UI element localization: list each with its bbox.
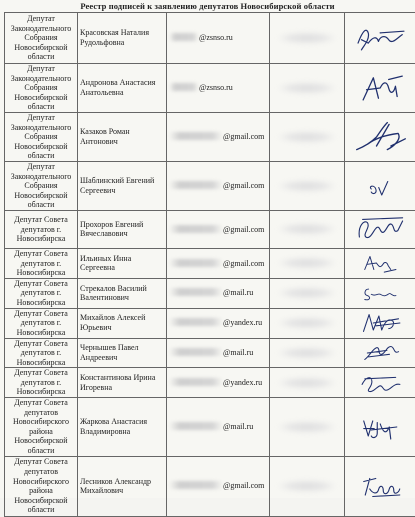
position-cell: Депутат Совета депутатов г. Новосибирска — [5, 210, 78, 248]
redacted-cell — [270, 338, 345, 368]
redaction-blur — [279, 347, 335, 359]
email-cell — [167, 210, 270, 248]
email-domain: @yandex.ru — [223, 318, 262, 327]
table-row — [5, 210, 415, 248]
name-cell: Прохоров Евгений Вячеславович — [78, 210, 167, 248]
signature-cell — [345, 338, 415, 368]
email-cell — [167, 338, 270, 368]
redaction-blur — [279, 223, 335, 235]
email-cell — [167, 161, 270, 210]
email-cell — [167, 13, 270, 64]
redacted-email-local-part — [169, 288, 223, 296]
redacted-cell — [270, 248, 345, 278]
redaction-blur — [279, 480, 335, 492]
redacted-email-local-part — [169, 259, 223, 267]
table-row — [5, 113, 415, 162]
name-cell: Казаков Роман Антонович — [78, 113, 167, 162]
email-cell — [167, 398, 270, 457]
handwritten-signature-icon — [350, 471, 412, 501]
handwritten-signature-icon — [350, 250, 412, 276]
email-cell — [167, 278, 270, 308]
position-cell: Депутат Законодательного Собрания Новосибирской области — [5, 64, 78, 113]
name-cell: Лесников Александр Михайлович — [78, 456, 167, 516]
email-domain: @mail.ru — [223, 348, 253, 357]
name-cell: Андронова Анастасия Анатольевна — [78, 64, 167, 113]
email-cell — [167, 456, 270, 516]
position-cell: Депутат Совета депутатов г. Новосибирска — [5, 248, 78, 278]
signature-cell — [345, 210, 415, 248]
signature-cell — [345, 248, 415, 278]
table-row — [5, 64, 415, 113]
document-title: Реестр подписей к заявлению депутатов Новосибирской области — [0, 0, 415, 12]
signature-cell — [345, 308, 415, 338]
position-cell: Депутат Совета депутатов г. Новосибирска — [5, 278, 78, 308]
handwritten-signature-icon — [350, 309, 412, 337]
redacted-email-local-part — [169, 318, 223, 326]
table-row — [5, 308, 415, 338]
position-cell: Депутат Законодательного Собрания Новосибирской области — [5, 13, 78, 64]
position-cell: Депутат Совета депутатов г. Новосибирска — [5, 338, 78, 368]
redaction-blur — [279, 317, 335, 329]
email-domain: @gmail.com — [223, 181, 264, 190]
redacted-cell — [270, 210, 345, 248]
redaction-blur — [279, 421, 335, 433]
name-cell: Красовская Наталия Рудольфовна — [78, 13, 167, 64]
redacted-cell — [270, 308, 345, 338]
email-domain: @gmail.com — [223, 132, 264, 141]
handwritten-signature-icon — [350, 340, 412, 366]
signature-cell — [345, 368, 415, 398]
email-domain: @mail.ru — [223, 422, 253, 431]
handwritten-signature-icon — [350, 369, 412, 397]
position-cell: Депутат Совета депутатов г. Новосибирска — [5, 308, 78, 338]
table-row — [5, 13, 415, 64]
signature-cell — [345, 113, 415, 162]
table-row — [5, 398, 415, 457]
name-cell: Жаркова Анастасия Владимировна — [78, 398, 167, 457]
redacted-cell — [270, 456, 345, 516]
redacted-email-local-part — [169, 225, 223, 233]
redacted-email-local-part — [169, 481, 223, 489]
email-domain: @zsnso.ru — [199, 33, 233, 42]
redaction-blur — [279, 180, 335, 192]
redacted-email-local-part — [169, 378, 223, 386]
name-cell: Михайлов Алексей Юрьевич — [78, 308, 167, 338]
email-domain: @zsnso.ru — [199, 83, 233, 92]
redacted-email-local-part — [169, 181, 223, 189]
signature-cell — [345, 161, 415, 210]
name-cell: Шаблинский Евгений Сергеевич — [78, 161, 167, 210]
email-domain: @yandex.ru — [223, 378, 262, 387]
email-cell — [167, 64, 270, 113]
redacted-cell — [270, 113, 345, 162]
redacted-cell — [270, 278, 345, 308]
email-cell — [167, 308, 270, 338]
redacted-cell — [270, 368, 345, 398]
handwritten-signature-icon — [350, 213, 412, 245]
table-row — [5, 248, 415, 278]
redacted-email-local-part — [169, 83, 199, 91]
handwritten-signature-icon — [350, 280, 412, 306]
handwritten-signature-icon — [350, 412, 412, 442]
name-cell: Константинова Ирина Игоревна — [78, 368, 167, 398]
redacted-cell — [270, 64, 345, 113]
table-row — [5, 456, 415, 516]
redacted-cell — [270, 398, 345, 457]
name-cell: Ильиных Инна Сергеевна — [78, 248, 167, 278]
signature-cell — [345, 278, 415, 308]
email-domain: @mail.ru — [223, 288, 253, 297]
redaction-blur — [279, 287, 335, 299]
email-domain: @gmail.com — [223, 259, 264, 268]
redaction-blur — [279, 257, 335, 269]
signature-cell — [345, 398, 415, 457]
redaction-blur — [279, 82, 335, 94]
redacted-email-local-part — [169, 348, 223, 356]
table-row — [5, 338, 415, 368]
redaction-blur — [279, 131, 335, 143]
table-row — [5, 368, 415, 398]
position-cell: Депутат Совета депутатов Новосибирского района Новосибирской области — [5, 398, 78, 457]
redaction-blur — [279, 377, 335, 389]
handwritten-signature-icon — [350, 21, 412, 55]
handwritten-signature-icon — [350, 171, 412, 201]
redacted-email-local-part — [169, 33, 199, 41]
email-domain: @gmail.com — [223, 225, 264, 234]
email-cell — [167, 248, 270, 278]
position-cell: Депутат Законодательного Собрания Новосибирской области — [5, 113, 78, 162]
redacted-email-local-part — [169, 422, 223, 430]
signature-cell — [345, 13, 415, 64]
handwritten-signature-icon — [350, 119, 412, 155]
redacted-cell — [270, 13, 345, 64]
signature-cell — [345, 64, 415, 113]
signature-registry-table — [4, 12, 415, 517]
handwritten-signature-icon — [350, 71, 412, 105]
table-row — [5, 278, 415, 308]
position-cell: Депутат Законодательного Собрания Новосибирской области — [5, 161, 78, 210]
redacted-cell — [270, 161, 345, 210]
table-row — [5, 161, 415, 210]
email-domain: @gmail.com — [223, 481, 264, 490]
email-cell — [167, 368, 270, 398]
email-cell — [167, 113, 270, 162]
signature-cell — [345, 456, 415, 516]
redacted-email-local-part — [169, 132, 223, 140]
redaction-blur — [279, 32, 335, 44]
name-cell: Стрекалов Василий Валентинович — [78, 278, 167, 308]
name-cell: Чернышев Павел Андреевич — [78, 338, 167, 368]
position-cell: Депутат Совета депутатов г. Новосибирска — [5, 368, 78, 398]
position-cell: Депутат Совета депутатов Новосибирского района Новосибирской области — [5, 456, 78, 516]
